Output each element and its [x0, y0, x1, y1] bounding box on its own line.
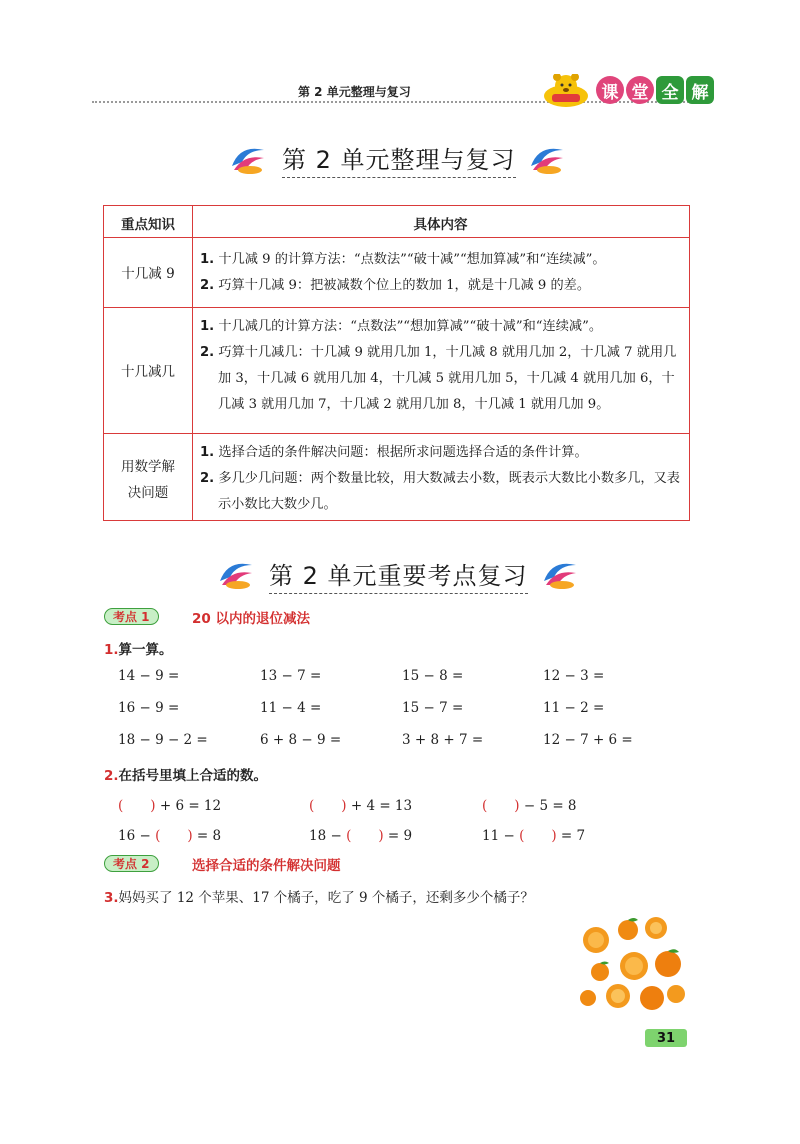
row-key: 十几减 9: [121, 266, 175, 282]
orange-icon: [583, 927, 609, 953]
fill-blank-equation: [118, 794, 221, 814]
swirl-icon: [228, 140, 268, 176]
equation: 14 − 9 =: [118, 668, 180, 684]
brand-logo: [538, 72, 718, 108]
eq-suffix: = 8: [192, 828, 222, 844]
orange-icon: [580, 990, 596, 1006]
answer-blank[interactable]: ( ): [155, 828, 193, 844]
orange-icon: [618, 918, 638, 940]
fill-blank-equation: [482, 794, 577, 814]
equation: 11 − 4 =: [260, 700, 322, 716]
orange-icon: [640, 986, 664, 1010]
equation: 6 + 8 − 9 =: [260, 732, 342, 748]
table-header-key: 重点知识: [121, 217, 175, 233]
bear-mascot-icon: [538, 74, 594, 108]
row-content: [200, 314, 684, 418]
equation: 16 − 9 =: [118, 700, 180, 716]
item-text: 多几少几问题：两个数量比较，用大数减去小数，既表示大数比小数多几，又表示小数比大数少几。: [218, 471, 680, 512]
fill-blank-equation: [309, 824, 412, 844]
answer-blank[interactable]: ( ): [482, 798, 520, 814]
item-number: 2.: [200, 471, 215, 486]
item-text: 十几减几的计算方法：“点数法”“想加算减”“破十减”和“连续减”。: [218, 319, 603, 334]
section-title-key-points: 第 2 单元重要考点复习: [269, 556, 528, 594]
brand-char: 课: [596, 76, 624, 104]
knowledge-table: [103, 205, 690, 521]
table-row: [104, 307, 689, 434]
exam-point-title: 选择合适的条件解决问题: [192, 858, 341, 874]
item-number: 1.: [200, 319, 215, 334]
exam-point-tag: 考点 1: [104, 608, 159, 625]
item-text: 选择合适的条件解决问题：根据所求问题选择合适的条件计算。: [218, 445, 588, 460]
answer-blank[interactable]: ( ): [519, 828, 557, 844]
brand-char: 全: [656, 76, 684, 104]
fill-blank-equation: [309, 794, 412, 814]
question-number: 1.: [104, 642, 119, 658]
eq-suffix: = 9: [383, 828, 413, 844]
question-heading: [104, 638, 173, 658]
equation: 15 − 7 =: [402, 700, 464, 716]
equation: 18 − 9 − 2 =: [118, 732, 208, 748]
question-text: 妈妈买了 12 个苹果、17 个橘子，吃了 9 个橘子，还剩多少个橘子？: [118, 890, 534, 906]
eq-prefix: 16 −: [118, 828, 156, 844]
swirl-icon: [540, 555, 580, 591]
equation: 12 − 3 =: [543, 668, 605, 684]
question-number: 3.: [104, 890, 119, 906]
question-3: [104, 886, 534, 906]
orange-icon: [667, 985, 685, 1003]
item-number: 1.: [200, 252, 215, 267]
fill-blank-equation: [482, 824, 585, 844]
question-number: 2.: [104, 768, 119, 784]
question-title: 在括号里填上合适的数。: [118, 768, 268, 784]
equation: 15 − 8 =: [402, 668, 464, 684]
row-key: [104, 454, 192, 506]
row-content: [200, 247, 684, 299]
question-title: 算一算。: [118, 642, 173, 658]
item-text: 巧算十几减 9：把被减数个位上的数加 1，就是十几减 9 的差。: [218, 278, 591, 293]
row-key-line: 用数学解: [121, 459, 175, 475]
running-header-title: 第 2 单元整理与复习: [298, 85, 411, 99]
item-text: 十几减 9 的计算方法：“点数法”“破十减”“想加算减”和“连续减”。: [218, 252, 606, 267]
answer-blank[interactable]: ( ): [118, 798, 156, 814]
equation: 13 − 7 =: [260, 668, 322, 684]
eq-suffix: + 6 = 12: [155, 798, 222, 814]
eq-suffix: = 7: [556, 828, 586, 844]
swirl-icon: [527, 140, 567, 176]
swirl-icon: [216, 555, 256, 591]
row-key: 十几减几: [121, 364, 175, 380]
table-row: [104, 433, 689, 522]
answer-blank[interactable]: ( ): [309, 798, 347, 814]
eq-suffix: − 5 = 8: [519, 798, 577, 814]
orange-icon: [620, 952, 648, 980]
question-heading: [104, 764, 267, 784]
item-text: 巧算十几减几：十几减 9 就用几加 1，十几减 8 就用几加 2，十几减 7 就用几加 3，十几减 6 就用几加 4，十几减 5 就用几加 5，十几减 4 就用几加 6，十几减 3 就用几加 7，十几减 2 就用几加 8，十几减 1 就用几加 9。: [218, 345, 677, 412]
orange-icon: [606, 984, 630, 1008]
equation: 3 + 8 + 7 =: [402, 732, 484, 748]
orange-icon: [655, 949, 681, 977]
exam-point-title: 20 以内的退位减法: [192, 611, 310, 627]
eq-prefix: 11 −: [482, 828, 520, 844]
exam-point-tag: 考点 2: [104, 855, 159, 872]
eq-prefix: 18 −: [309, 828, 347, 844]
equation: 11 − 2 =: [543, 700, 605, 716]
table-row: [104, 237, 689, 308]
row-content: [200, 440, 684, 518]
item-number: 1.: [200, 445, 215, 460]
oranges-illustration: [576, 916, 690, 1012]
page-number: 31: [645, 1029, 687, 1047]
equation: 12 − 7 + 6 =: [543, 732, 633, 748]
item-number: 2.: [200, 345, 215, 360]
orange-icon: [591, 962, 609, 982]
eq-suffix: + 4 = 13: [346, 798, 413, 814]
brand-char: 堂: [626, 76, 654, 104]
brand-char: 解: [686, 76, 714, 104]
orange-icon: [645, 917, 667, 939]
answer-blank[interactable]: ( ): [346, 828, 384, 844]
item-number: 2.: [200, 278, 215, 293]
section-title-summary: 第 2 单元整理与复习: [282, 140, 516, 178]
row-key-line: 决问题: [127, 485, 169, 501]
fill-blank-equation: [118, 824, 221, 844]
table-header-content: 具体内容: [413, 217, 468, 233]
